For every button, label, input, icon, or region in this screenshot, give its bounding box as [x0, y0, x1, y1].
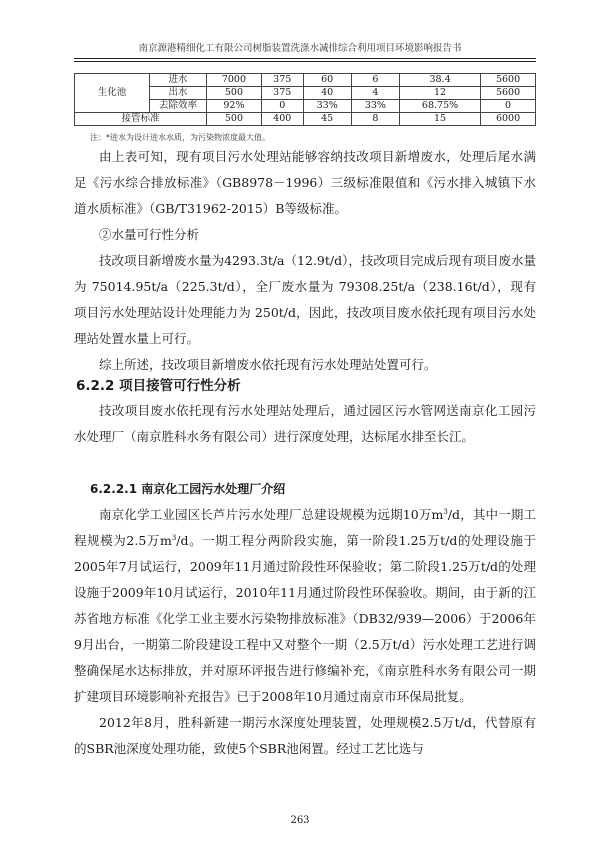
subheading-water-volume: ②水量可行性分析 — [99, 227, 200, 242]
page-number: 263 — [290, 815, 310, 826]
table-row: 去除效率 92% 0 33% 33% 68.75% 0 — [75, 100, 536, 113]
page-header: 南京源港精细化工有限公司树脂装置洗涤水减排综合利用项目环境影响报告书 — [138, 43, 462, 54]
table-note: 注：*进水为设计进水水质，为污染物浓度最大值。 — [90, 133, 270, 142]
paragraph: 技改项目废水依托现有污水处理站处理后，通过园区污水管网送南京化工园污水处理厂（南京胜科水务有限公司）进行深度处理，达标尾水排至长江。 — [74, 403, 536, 444]
section-heading-6-2-2: 6.2.2 项目接管可行性分析 — [76, 378, 241, 394]
table-row: 生化池 进水 7000 375 60 6 38.4 5600 — [75, 74, 536, 87]
table-row: 接管标准 500 400 45 8 15 6000 — [75, 113, 536, 126]
paragraph: 南京化学工业园区长芦片污水处理厂总建设规模为远期10万$m^3/d$，其中一期工程规模为2.5万$m^3/d$。一期工程分两阶段实施，第一阶段1.25万t/d的处理设施于2005年7月试运行，2009年11月通过阶段性环保验收；第二阶段1.25万t/d的处理设施于2009年10月试运行，2010年11月通过阶段性环保验收。期间，由于新的江苏省地方标准《化学工业主要水污染物排放标准》（DB32/939—2006）于2006年9月出台，一期第二阶段建设工程中又对整个一期（2.5万t/d）污水处理工艺进行调整确保尾水达标排放，并对原环评报告进行修编补充，《南京胜科水务有限公司一期扩建项目环境影响补充报告》已于2008年10月通过南京市环保局批复。 2012年8月，胜科新建一期污水深度处理装置，处理规模2.5万t/d，代替原有的SBR池深度处理功能，致使5个SBR池闲置。经过工艺比选与 — [74, 507, 537, 756]
header-rule — [74, 58, 536, 62]
paragraph: 由上表可知，现有项目污水处理站能够容纳技改项目新增废水，处理后尾水满足《污水综合排放标准》（GB8978－1996）三级标准限值和《污水排入城镇下水道水质标准》（GB/T31962-2015）B等级标准。 ②水量可行性分析 技改项目新增废水量为4293.3t/a（12.9t/d），技改项目完成后现有项目废水量为 75014.95t/a（225.3t/d），全厂废水量为 79308.25t/a（238.16t/d），现有项目污水处理站设计处理能力为 250t/d，因此，技改项目废水依托现有项目污水处理站处置水量上可行。 综上所述，技改项目新增废水依托现有污水处理站处置可行。 — [74, 149, 536, 372]
table-row: 出水 500 375 40 4 12 5600 — [75, 87, 536, 100]
water-quality-table — [74, 73, 536, 126]
group-label: 生化池 — [75, 74, 150, 113]
section-heading-6-2-2-1: 6.2.2.1 南京化工园污水处理厂介绍 — [90, 482, 286, 496]
